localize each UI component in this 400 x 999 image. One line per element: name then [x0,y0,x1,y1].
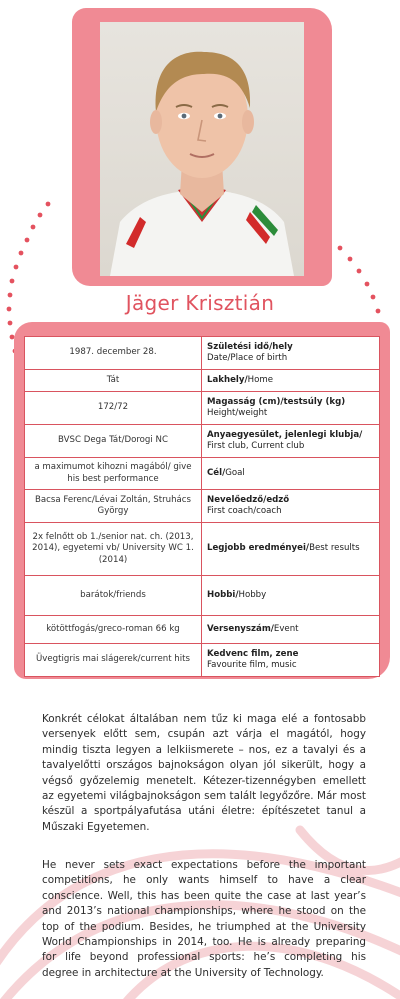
athlete-name: Jäger Krisztián [125,291,275,315]
row-label-hu: Cél/ [207,467,226,478]
row-label-en: Event [273,623,299,634]
table-row [25,392,380,425]
row-label [202,616,380,644]
row-label-en: Goal [225,467,245,478]
row-value: BVSC Dega Tát/Dorogi NC [25,425,202,458]
row-label [202,337,380,370]
row-value: kötöttfogás/greco-roman 66 kg [25,616,202,644]
table-row [25,425,380,458]
row-label-en: First club, Current club [207,441,305,451]
row-label-en: Height/weight [207,408,268,418]
row-label-hu: Versenyszám/ [207,623,274,634]
row-value: Bacsa Ferenc/Lévai Zoltán, Struhács György [25,490,202,523]
row-label-hu: Nevelőedző/edző [207,494,290,505]
row-label-en: Home [247,374,274,385]
row-label-en: Hobby [238,589,267,600]
table-row [25,644,380,677]
athlete-portrait-photo [100,22,304,276]
table-row [25,337,380,370]
row-label [202,392,380,425]
row-label-en: First coach/coach [207,506,282,516]
row-label [202,458,380,490]
row-label-en: Best results [309,543,360,554]
row-value: Üvegtigris mai slágerek/current hits [25,644,202,677]
row-value: barátok/friends [25,576,202,616]
table-row [25,576,380,616]
table-row [25,458,380,490]
row-label-hu: Lakhely/ [207,374,248,385]
row-value: 2x felnőtt ob 1./senior nat. ch. (2013, 2014), egyetemi vb/ University WC 1. (2014) [25,523,202,576]
row-label-hu: Kedvenc film, zene [207,648,299,659]
table-row [25,490,380,523]
row-label-hu: Anyaegyesület, jelenlegi klubja/ [207,429,363,440]
row-value: Tát [25,370,202,392]
biography-english: He never sets exact expectations before the important competitions, he only wants himself to have a clear conscience. Well, this has been quite the case at last year’s and 2013’s national championships, where he stood on the top of the podium. Besides, he triumphed at the University World Championships in 2014, too. He is already preparing for life beyond professional sports: he’s completing his degree in architecture at the University of Technology. [42,859,366,979]
row-label-hu: Születési idő/hely [207,341,293,352]
biography-hungarian: Konkrét célokat általában nem tűz ki maga elé a fontosabb versenyek előtt sem, csupán azt várja el magától, hogy mindig tiszta legyen a lelkiismerete – nos, ez a tavalyi és a tavalyelőtti országos bajnokságon olyan jól sikerült, hogy a végső győzelemig menetelt. Kétezer-tizennégyben emellett az egyetemi világbajnokságon sem talált legyőzőre. Már most készül a sportpályafutása utáni életre: építészetet tanul a Műszaki Egyetemen. [42,713,366,833]
row-value: a maximumot kihozni magából/ give his best performance [25,458,202,490]
row-value: 172/72 [25,392,202,425]
table-row [25,370,380,392]
row-label [202,576,380,616]
row-label [202,370,380,392]
row-label [202,490,380,523]
table-row [25,616,380,644]
row-value: 1987. december 28. [25,337,202,370]
row-label [202,425,380,458]
row-label [202,644,380,677]
row-label-hu: Hobbi/ [207,589,239,600]
row-label-en: Favourite film, music [207,660,297,670]
row-label [202,523,380,576]
table-row [25,523,380,576]
profile-table [24,336,380,677]
row-label-hu: Magasság (cm)/testsúly (kg) [207,396,346,407]
row-label-hu: Legjobb eredményei/ [207,543,310,554]
row-label-en: Date/Place of birth [207,353,288,363]
